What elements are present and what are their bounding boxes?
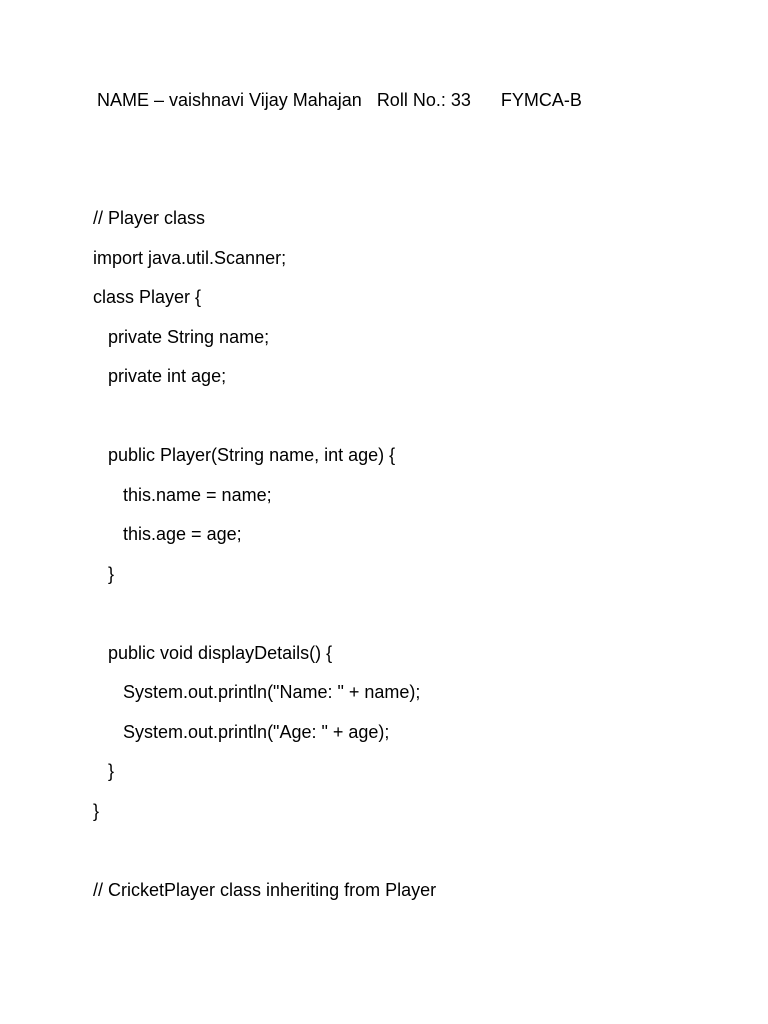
code-line: class Player { (93, 287, 202, 307)
code-line: private int age; (93, 366, 227, 386)
code-line: this.age = age; (93, 524, 242, 544)
student-header (97, 88, 582, 112)
code-line: System.out.println("Age: " + age); (93, 721, 390, 742)
code-line: public Player(String name, int age) { (93, 445, 396, 465)
code-line: System.out.println("Name: " + name); (93, 682, 421, 702)
code-line: this.name = name; (93, 484, 272, 505)
code-line: } (93, 761, 115, 781)
code-line: public void displayDetails() { (93, 642, 333, 663)
code-line: import java.util.Scanner; (93, 247, 287, 268)
code-line: } (93, 563, 115, 584)
code-line: private String name; (93, 326, 270, 347)
code-line (93, 601, 436, 641)
code-line (93, 404, 436, 444)
code-line: } (93, 800, 100, 821)
roll-number: Roll No.: 33 (376, 90, 471, 110)
code-line: // Player class (93, 208, 206, 228)
code-line (93, 838, 436, 878)
code-listing (93, 206, 436, 917)
student-name: NAME – vaishnavi Vijay Mahajan (97, 90, 362, 110)
class-section: FYMCA-B (500, 90, 582, 110)
code-line: // CricketPlayer class inheriting from Player (93, 879, 437, 900)
